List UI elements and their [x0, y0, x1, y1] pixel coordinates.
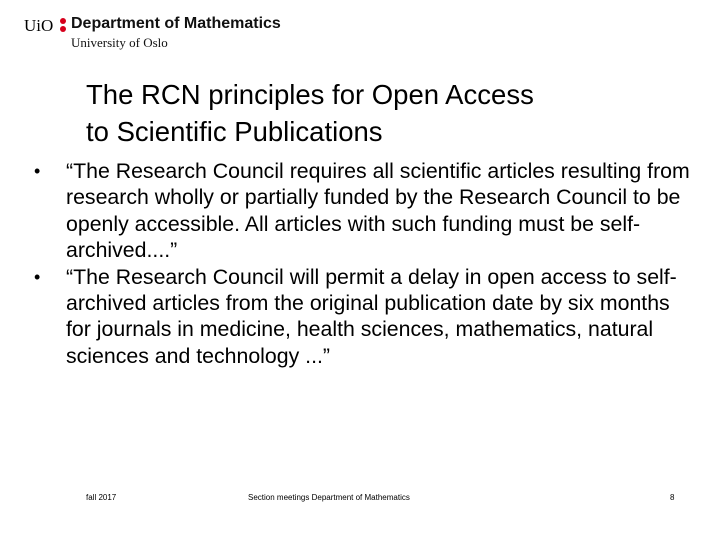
footer-date: fall 2017 [86, 493, 117, 502]
bullet-marker: • [34, 266, 41, 287]
uio-logo-mark-icon [59, 18, 67, 34]
bullet-item [34, 158, 694, 264]
slide-title-line-2: to Scientific Publications [86, 116, 383, 147]
uio-logo: UiO [24, 16, 54, 35]
bullet-text: “The Research Council will permit a delay in open access to self-archived articles from the original publication date by six months for journals in medicine, health sciences, mathematics, natural sciences and technology ...” [66, 264, 677, 368]
bullet-text: “The Research Council requires all scientific articles resulting from research wholly or partially funded by the Research Council to be openly accessible. All articles with such funding must be self-archived....” [66, 159, 690, 263]
slide-title-line-1: The RCN principles for Open Access [86, 79, 534, 110]
page-number: 8 [670, 493, 675, 502]
bullet-list [34, 158, 694, 369]
slide-title [86, 76, 686, 150]
footer-title: Section meetings Department of Mathematics [248, 493, 410, 502]
bullet-marker: • [34, 161, 41, 181]
bullet-item [34, 264, 694, 370]
university-name: University of Oslo [71, 35, 168, 50]
department-name: Department of Mathematics [71, 15, 281, 32]
